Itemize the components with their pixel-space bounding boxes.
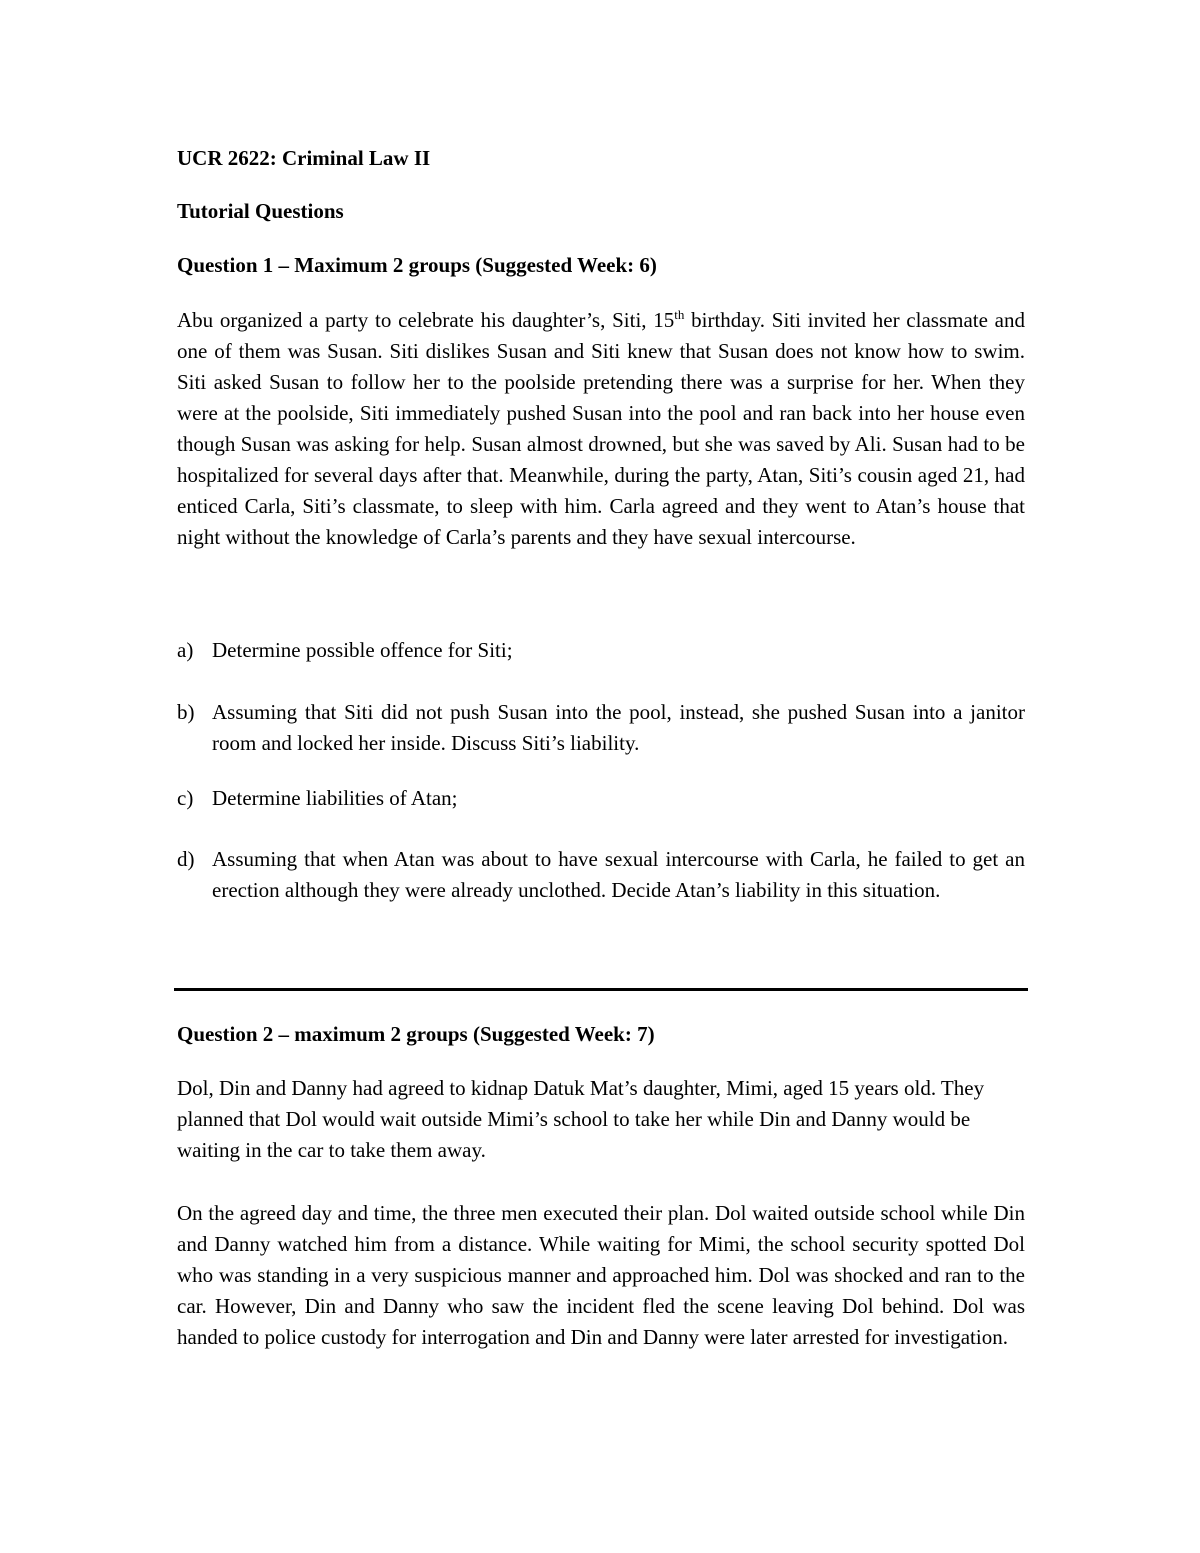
item-letter: d) bbox=[177, 847, 195, 871]
scenario-text-rest: birthday. Siti invited her classmate and one of them was Susan. Siti dislikes Susan and Siti knew that Susan does not know how to swim. Siti asked Susan to follow her to the poolside pretending there was a surprise for her. When they were at the poolside, Siti immediately pushed Susan into the pool and ran back into her house even though Susan was asking for help. Susan almost drowned, but she was saved by Ali. Susan had to be hospitalized for several days after that. Meanwhile, during the party, Atan, Siti’s cousin aged 21, had enticed Carla, Siti’s classmate, to sleep with him. Carla agreed and they went to Atan’s house that night without the knowledge of Carla’s parents and they have sexual intercourse. bbox=[177, 308, 1025, 549]
item-text: Determine possible offence for Siti; bbox=[212, 638, 513, 662]
item-text: Determine liabilities of Atan; bbox=[212, 786, 458, 810]
question-2-heading: Question 2 – maximum 2 groups (Suggested Week: 7) bbox=[177, 1022, 655, 1046]
item-text: Assuming that when Atan was about to have sexual intercourse with Carla, he failed to get an erection although they were already unclothed. Decide Atan’s liability in this situation. bbox=[212, 847, 1025, 902]
scenario-text-start: Abu organized a party to celebrate his daughter’s, Siti, 15 bbox=[177, 308, 675, 332]
question-1-item-b bbox=[177, 697, 1025, 759]
item-text: Assuming that Siti did not push Susan into the pool, instead, she pushed Susan into a janitor room and locked her inside. Discuss Siti’s liability. bbox=[212, 700, 1025, 755]
question-1-scenario bbox=[177, 305, 1025, 553]
question-1-item-c bbox=[177, 783, 1025, 814]
item-letter: c) bbox=[177, 786, 194, 810]
question-2-paragraph-2: On the agreed day and time, the three men executed their plan. Dol waited outside school while Din and Danny watched him from a distance. While waiting for Mimi, the school security spotted Dol who was standing in a very suspicious manner and approached him. Dol was shocked and ran to the car. However, Din and Danny who saw the incident fled the scene leaving Dol behind. Dol was handed to police custody for interrogation and Din and Danny were later arrested for investigation. bbox=[177, 1201, 1025, 1349]
item-letter: a) bbox=[177, 638, 194, 662]
question-1-item-a bbox=[177, 635, 1025, 666]
item-letter: b) bbox=[177, 700, 195, 724]
ordinal-superscript: th bbox=[674, 307, 685, 322]
question-1-item-d bbox=[177, 844, 1025, 906]
question-2-paragraph-1: Dol, Din and Danny had agreed to kidnap Datuk Mat’s daughter, Mimi, aged 15 years old. They planned that Dol would wait outside Mimi’s school to take her while Din and Danny would be waiting in the car to take them away. bbox=[177, 1076, 985, 1162]
section-divider bbox=[174, 988, 1028, 991]
question-1-heading: Question 1 – Maximum 2 groups (Suggested Week: 6) bbox=[177, 253, 657, 277]
document-subtitle: Tutorial Questions bbox=[177, 199, 344, 223]
course-title: UCR 2622: Criminal Law II bbox=[177, 146, 431, 170]
